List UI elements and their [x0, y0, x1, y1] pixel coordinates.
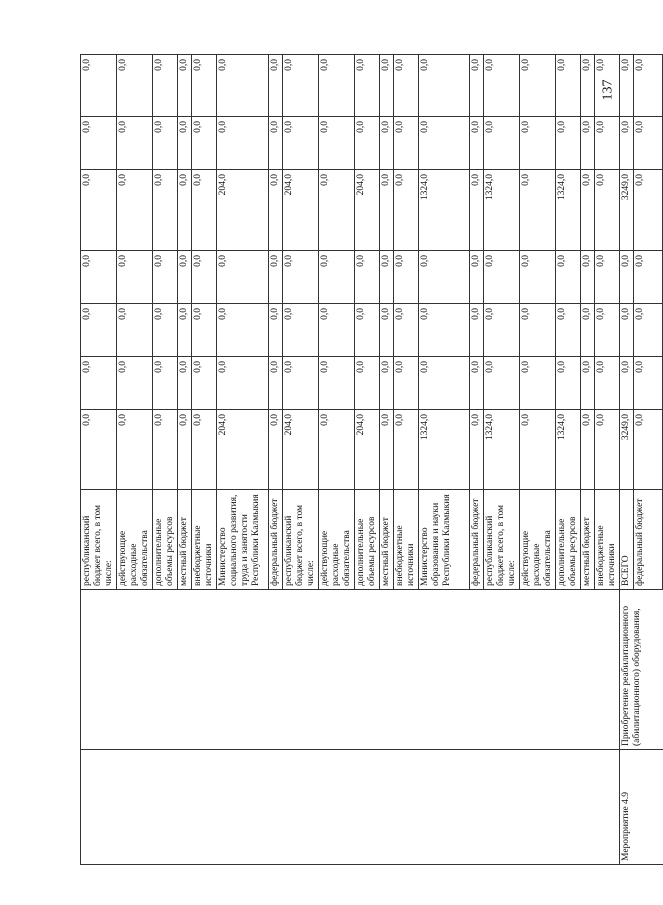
value-cell: 0,0: [595, 117, 620, 170]
measure-label: Мероприятие 4.9: [620, 750, 663, 865]
value-cell: 0,0: [117, 251, 153, 304]
value-cell: 204,0: [217, 170, 269, 251]
value-cell: 0,0: [380, 55, 394, 117]
value-cell: 0,0: [634, 357, 663, 410]
value-cell: 0,0: [153, 304, 178, 357]
value-cell: 0,0: [520, 170, 556, 251]
value-cell: 0,0: [217, 357, 269, 410]
page-number: 137: [600, 79, 616, 101]
value-cell: 0,0: [283, 117, 319, 170]
value-cell: 0,0: [178, 170, 192, 251]
value-cell: 1324,0: [484, 410, 520, 490]
value-cell: 0,0: [178, 304, 192, 357]
funding-source-cell: федеральный бюджет: [470, 490, 484, 590]
value-cell: 0,0: [520, 410, 556, 490]
value-cell: 0,0: [484, 357, 520, 410]
value-cell: 1324,0: [556, 170, 581, 251]
funding-source-cell: внебюджетные источники: [192, 490, 217, 590]
funding-source-cell: федеральный бюджет: [634, 490, 663, 590]
value-cell: 0,0: [394, 251, 419, 304]
value-cell: 0,0: [620, 117, 634, 170]
value-cell: 0,0: [419, 304, 470, 357]
value-cell: 0,0: [178, 357, 192, 410]
value-cell: 0,0: [595, 410, 620, 490]
value-cell: 0,0: [581, 55, 595, 117]
value-cell: 0,0: [269, 251, 283, 304]
value-cell: 0,0: [556, 117, 581, 170]
funding-source-cell: местный бюджет: [380, 490, 394, 590]
funding-source-cell: ВСЕГО: [620, 490, 634, 590]
value-cell: 0,0: [634, 304, 663, 357]
funding-source-cell: дополнительные объемы ресурсов: [153, 490, 178, 590]
value-cell: 0,0: [283, 55, 319, 117]
value-cell: 0,0: [380, 410, 394, 490]
funding-source-cell: местный бюджет: [178, 490, 192, 590]
value-cell: 0,0: [117, 357, 153, 410]
value-cell: 0,0: [419, 251, 470, 304]
value-cell: 0,0: [620, 357, 634, 410]
value-cell: 0,0: [283, 251, 319, 304]
value-cell: 0,0: [217, 251, 269, 304]
value-cell: 0,0: [269, 117, 283, 170]
value-cell: 0,0: [319, 117, 355, 170]
value-cell: 0,0: [581, 304, 595, 357]
table-row: [581, 55, 595, 865]
value-cell: 0,0: [319, 357, 355, 410]
value-cell: 0,0: [380, 357, 394, 410]
funding-source-cell: Министерство образования и науки Республики Калмыкия: [419, 490, 470, 590]
value-cell: 0,0: [217, 55, 269, 117]
value-cell: 1324,0: [419, 410, 470, 490]
table-row: [153, 55, 178, 865]
value-cell: 0,0: [319, 304, 355, 357]
table-row: [283, 55, 319, 865]
value-cell: 0,0: [620, 304, 634, 357]
value-cell: 0,0: [178, 55, 192, 117]
funding-source-cell: республиканский бюджет всего, в том числе:: [283, 490, 319, 590]
funding-source-cell: дополнительные объемы ресурсов: [355, 490, 380, 590]
value-cell: 0,0: [117, 304, 153, 357]
value-cell: 0,0: [153, 170, 178, 251]
value-cell: 0,0: [355, 357, 380, 410]
value-cell: 0,0: [419, 117, 470, 170]
funding-source-cell: дополнительные объемы ресурсов: [556, 490, 581, 590]
table-row: [217, 55, 269, 865]
value-cell: 0,0: [117, 170, 153, 251]
value-cell: 0,0: [470, 170, 484, 251]
value-cell: 0,0: [81, 170, 117, 251]
value-cell: 0,0: [269, 357, 283, 410]
value-cell: 0,0: [81, 357, 117, 410]
table-row: [470, 55, 484, 865]
table-row: [355, 55, 380, 865]
value-cell: 0,0: [355, 304, 380, 357]
funding-source-cell: федеральный бюджет: [269, 490, 283, 590]
funding-source-cell: республиканский бюджет всего, в том числе:: [484, 490, 520, 590]
table-row: [117, 55, 153, 865]
value-cell: 204,0: [355, 410, 380, 490]
value-cell: 0,0: [355, 55, 380, 117]
value-cell: 0,0: [620, 251, 634, 304]
value-cell: 0,0: [192, 410, 217, 490]
value-cell: 0,0: [178, 251, 192, 304]
value-cell: 0,0: [581, 117, 595, 170]
value-cell: 0,0: [484, 304, 520, 357]
value-cell: 0,0: [81, 55, 117, 117]
value-cell: 0,0: [520, 357, 556, 410]
value-cell: 0,0: [470, 251, 484, 304]
value-cell: 0,0: [269, 55, 283, 117]
table-row: [192, 55, 217, 865]
value-cell: 0,0: [269, 170, 283, 251]
value-cell: 0,0: [192, 251, 217, 304]
value-cell: 0,0: [178, 117, 192, 170]
funding-source-cell: внебюджетные источники: [595, 490, 620, 590]
value-cell: 0,0: [117, 410, 153, 490]
value-cell: 0,0: [81, 117, 117, 170]
value-cell: 0,0: [470, 117, 484, 170]
value-cell: 0,0: [595, 251, 620, 304]
value-cell: 0,0: [419, 55, 470, 117]
value-cell: 0,0: [634, 410, 663, 490]
value-cell: 0,0: [178, 410, 192, 490]
table-row: [178, 55, 192, 865]
budget-table: [80, 54, 663, 865]
value-cell: 0,0: [319, 251, 355, 304]
value-cell: 0,0: [484, 55, 520, 117]
value-cell: 0,0: [581, 410, 595, 490]
value-cell: 0,0: [634, 55, 663, 117]
value-cell: 0,0: [620, 55, 634, 117]
table-row: [419, 55, 470, 865]
value-cell: 0,0: [192, 55, 217, 117]
value-cell: 1324,0: [556, 410, 581, 490]
value-cell: 0,0: [380, 304, 394, 357]
value-cell: 0,0: [117, 55, 153, 117]
value-cell: 0,0: [394, 117, 419, 170]
value-cell: 0,0: [153, 55, 178, 117]
value-cell: 0,0: [81, 410, 117, 490]
value-cell: 204,0: [355, 170, 380, 251]
value-cell: 3249,0: [620, 170, 634, 251]
value-cell: 0,0: [192, 357, 217, 410]
value-cell: 0,0: [595, 170, 620, 251]
value-cell: 0,0: [394, 357, 419, 410]
value-cell: 0,0: [217, 304, 269, 357]
value-cell: 0,0: [153, 117, 178, 170]
value-cell: 0,0: [319, 170, 355, 251]
table-row: [81, 55, 117, 865]
value-cell: 0,0: [470, 410, 484, 490]
value-cell: 0,0: [634, 251, 663, 304]
value-cell: 1324,0: [419, 170, 470, 251]
value-cell: 0,0: [153, 251, 178, 304]
value-cell: 0,0: [634, 117, 663, 170]
value-cell: 0,0: [217, 117, 269, 170]
funding-source-cell: действующие расходные обязательства: [319, 490, 355, 590]
value-cell: 0,0: [380, 170, 394, 251]
funding-source-cell: Министерство социального развития, труда и занятости Республики Калмыкия: [217, 490, 269, 590]
value-cell: 0,0: [319, 55, 355, 117]
value-cell: 0,0: [484, 251, 520, 304]
table-row: [595, 55, 620, 865]
value-cell: 3249,0: [620, 410, 634, 490]
value-cell: 0,0: [319, 410, 355, 490]
value-cell: 0,0: [581, 357, 595, 410]
value-cell: 0,0: [556, 304, 581, 357]
value-cell: 0,0: [192, 170, 217, 251]
value-cell: 0,0: [394, 170, 419, 251]
funding-source-cell: местный бюджет: [581, 490, 595, 590]
value-cell: 0,0: [520, 55, 556, 117]
value-cell: 0,0: [556, 251, 581, 304]
table-row: [269, 55, 283, 865]
value-cell: 0,0: [419, 357, 470, 410]
value-cell: 0,0: [394, 55, 419, 117]
value-cell: 0,0: [81, 251, 117, 304]
funding-source-cell: внебюджетные источники: [394, 490, 419, 590]
value-cell: 0,0: [153, 410, 178, 490]
value-cell: 0,0: [355, 117, 380, 170]
table-row: [319, 55, 355, 865]
value-cell: 0,0: [283, 357, 319, 410]
value-cell: 0,0: [520, 304, 556, 357]
value-cell: 0,0: [192, 304, 217, 357]
table-row: [394, 55, 419, 865]
measure-description: Приобретение реабилитационного (абилитационного) оборудования,: [620, 590, 663, 750]
value-cell: 0,0: [380, 117, 394, 170]
value-cell: 0,0: [595, 357, 620, 410]
funding-source-cell: действующие расходные обязательства: [520, 490, 556, 590]
value-cell: 0,0: [595, 55, 620, 117]
value-cell: 0,0: [470, 304, 484, 357]
value-cell: 204,0: [283, 170, 319, 251]
value-cell: 0,0: [394, 304, 419, 357]
value-cell: 0,0: [484, 117, 520, 170]
table-row: [380, 55, 394, 865]
value-cell: 0,0: [192, 117, 217, 170]
value-cell: 0,0: [81, 304, 117, 357]
value-cell: 204,0: [217, 410, 269, 490]
value-cell: 0,0: [394, 410, 419, 490]
table-row: [520, 55, 556, 865]
value-cell: 0,0: [556, 357, 581, 410]
value-cell: 1324,0: [484, 170, 520, 251]
value-cell: 0,0: [355, 251, 380, 304]
value-cell: 0,0: [470, 357, 484, 410]
value-cell: 0,0: [556, 55, 581, 117]
value-cell: 0,0: [153, 357, 178, 410]
funding-source-cell: республиканский бюджет всего, в том числе:: [81, 490, 117, 590]
value-cell: 0,0: [269, 410, 283, 490]
value-cell: 0,0: [581, 251, 595, 304]
value-cell: 0,0: [634, 170, 663, 251]
table-row: [620, 55, 634, 865]
value-cell: 0,0: [520, 117, 556, 170]
value-cell: 0,0: [283, 304, 319, 357]
funding-source-cell: действующие расходные обязательства: [117, 490, 153, 590]
value-cell: 0,0: [117, 117, 153, 170]
value-cell: 204,0: [283, 410, 319, 490]
value-cell: 0,0: [269, 304, 283, 357]
table-row: [556, 55, 581, 865]
value-cell: 0,0: [595, 304, 620, 357]
value-cell: 0,0: [520, 251, 556, 304]
value-cell: 0,0: [581, 170, 595, 251]
value-cell: 0,0: [470, 55, 484, 117]
value-cell: 0,0: [380, 251, 394, 304]
table-row: [484, 55, 520, 865]
